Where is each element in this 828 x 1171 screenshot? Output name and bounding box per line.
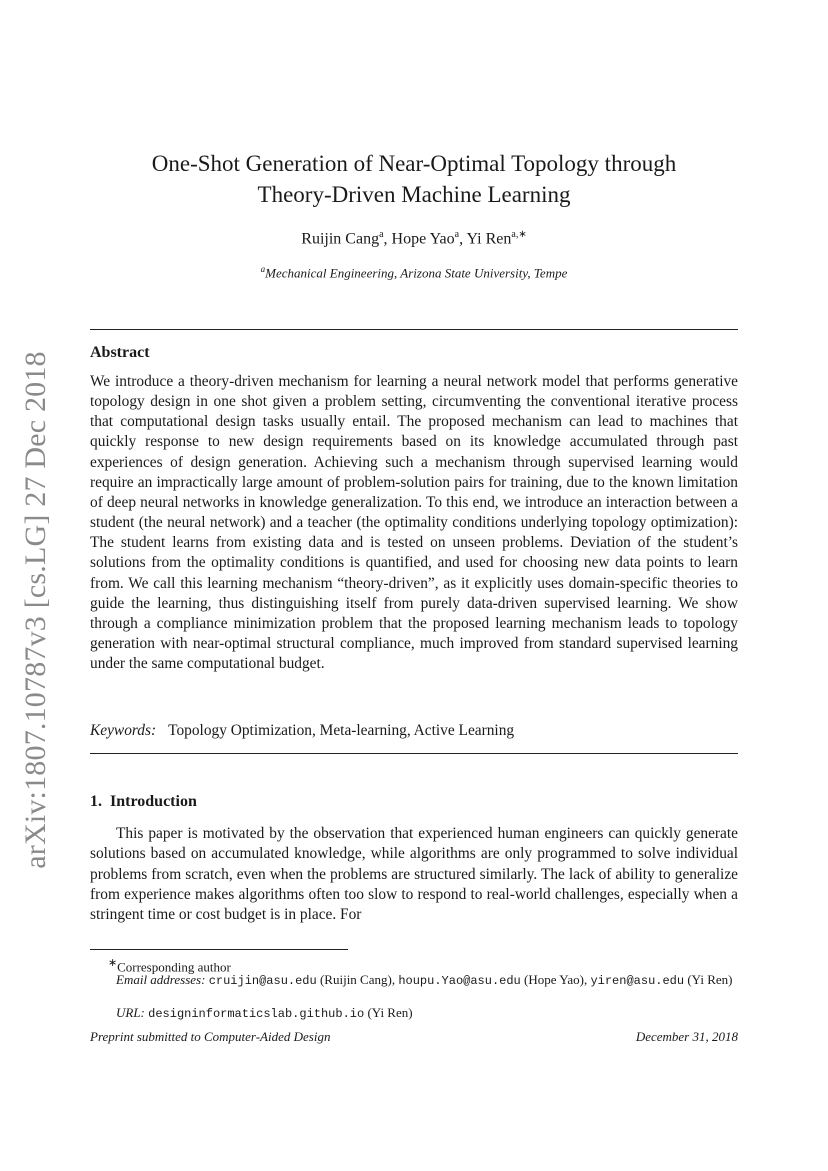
section-number: 1. [90,793,102,810]
footnote-corresponding-text: Corresponding author [117,959,231,975]
email-link[interactable]: houpu.Yao@asu.edu [398,974,521,988]
abstract-heading: Abstract [90,344,150,361]
author-name: Hope Yao [391,230,455,248]
footnote-rule [90,949,348,950]
section-heading-introduction [90,793,197,811]
url-label: URL: [116,1005,145,1020]
author-affiliation-mark: a,∗ [511,229,527,240]
url-owner: (Yi Ren) [367,1005,413,1020]
footnote-url [90,1004,764,1023]
footer-preprint-note: Preprint submitted to Computer-Aided Design [90,1029,331,1044]
section-title: Introduction [110,793,197,810]
author-separator: , [383,230,392,248]
footnote-emails [90,971,738,990]
email-owner: (Ruijin Cang), [319,972,396,987]
email-owner: (Yi Ren) [687,972,733,987]
author-list [90,229,738,248]
introduction-paragraph: This paper is motivated by the observation that experienced human engineers can quickly generate solutions based on accumulated knowledge, while algorithms are only programmed to solve individual problems from scratch, even when the problems are structured similarly. The lack of ability to generalize from experience makes algorithms often too slow to respond to real-world challenges, especially when a stringent time or cost budget is in place. For [90,825,738,924]
keywords [90,722,514,740]
footer-date: December 31, 2018 [635,1029,738,1044]
abstract-top-rule [90,329,738,330]
page-footer [90,1029,738,1045]
author-separator: , [459,230,467,248]
keywords-text: Topology Optimization, Meta-learning, Active Learning [168,722,515,739]
author-affiliation-mark: a [379,229,384,240]
abstract-bottom-rule [90,753,738,754]
author-name: Yi Ren [466,230,512,248]
title-line-2: Theory-Driven Machine Learning [257,182,571,207]
affiliation [90,264,738,281]
url-link[interactable]: designinformaticslab.github.io [148,1007,365,1021]
email-link[interactable]: yiren@asu.edu [590,974,685,988]
email-owner: (Hope Yao), [524,972,588,987]
author-name: Ruijin Cang [301,230,380,248]
email-label: Email addresses: [116,972,206,987]
footnote-mark: ∗ [108,957,118,969]
author-affiliation-mark: a [454,229,460,240]
email-link[interactable]: cruijin@asu.edu [208,974,317,988]
abstract-body: We introduce a theory-driven mechanism for learning a neural network model that performs generative topology design in one shot given a problem setting, circumventing the conventional iterative process that computational design tasks usually entail. The proposed mechanism can lead to machines that quickly response to new design requirements based on its knowledge accumulated through past experiences of design generation. Achieving such a mechanism through supervised learning would require an impractically large amount of problem-solution pairs for training, due to the known limitation of deep neural networks in knowledge generalization. To this end, we introduce an interaction between a student (the neural network) and a teacher (the optimality conditions underlying topology optimization): The student learns from existing data and is tested on unseen problems. Deviation of the student’s solutions from the optimality conditions is quantified, and used for choosing new data points to learn from. We call this learning mechanism “theory-driven”, as it explicitly uses domain-specific theories to guide the learning, thus distinguishing itself from purely data-driven supervised learning. We show through a compliance minimization problem that the proposed learning mechanism leads to topology generation with near-optimal structural compliance, much improved from standard supervised learning under the same computational budget. [90,373,738,673]
affiliation-text: Mechanical Engineering, Arizona State University, Tempe [265,265,568,281]
paper-title [90,148,738,210]
arxiv-identifier: arXiv:1807.10787v3 [cs.LG] 27 Dec 2018 [19,351,52,869]
title-line-1: One-Shot Generation of Near-Optimal Topology through [151,151,677,176]
affiliation-mark: a [260,264,266,274]
keywords-label: Keywords: [90,722,157,739]
